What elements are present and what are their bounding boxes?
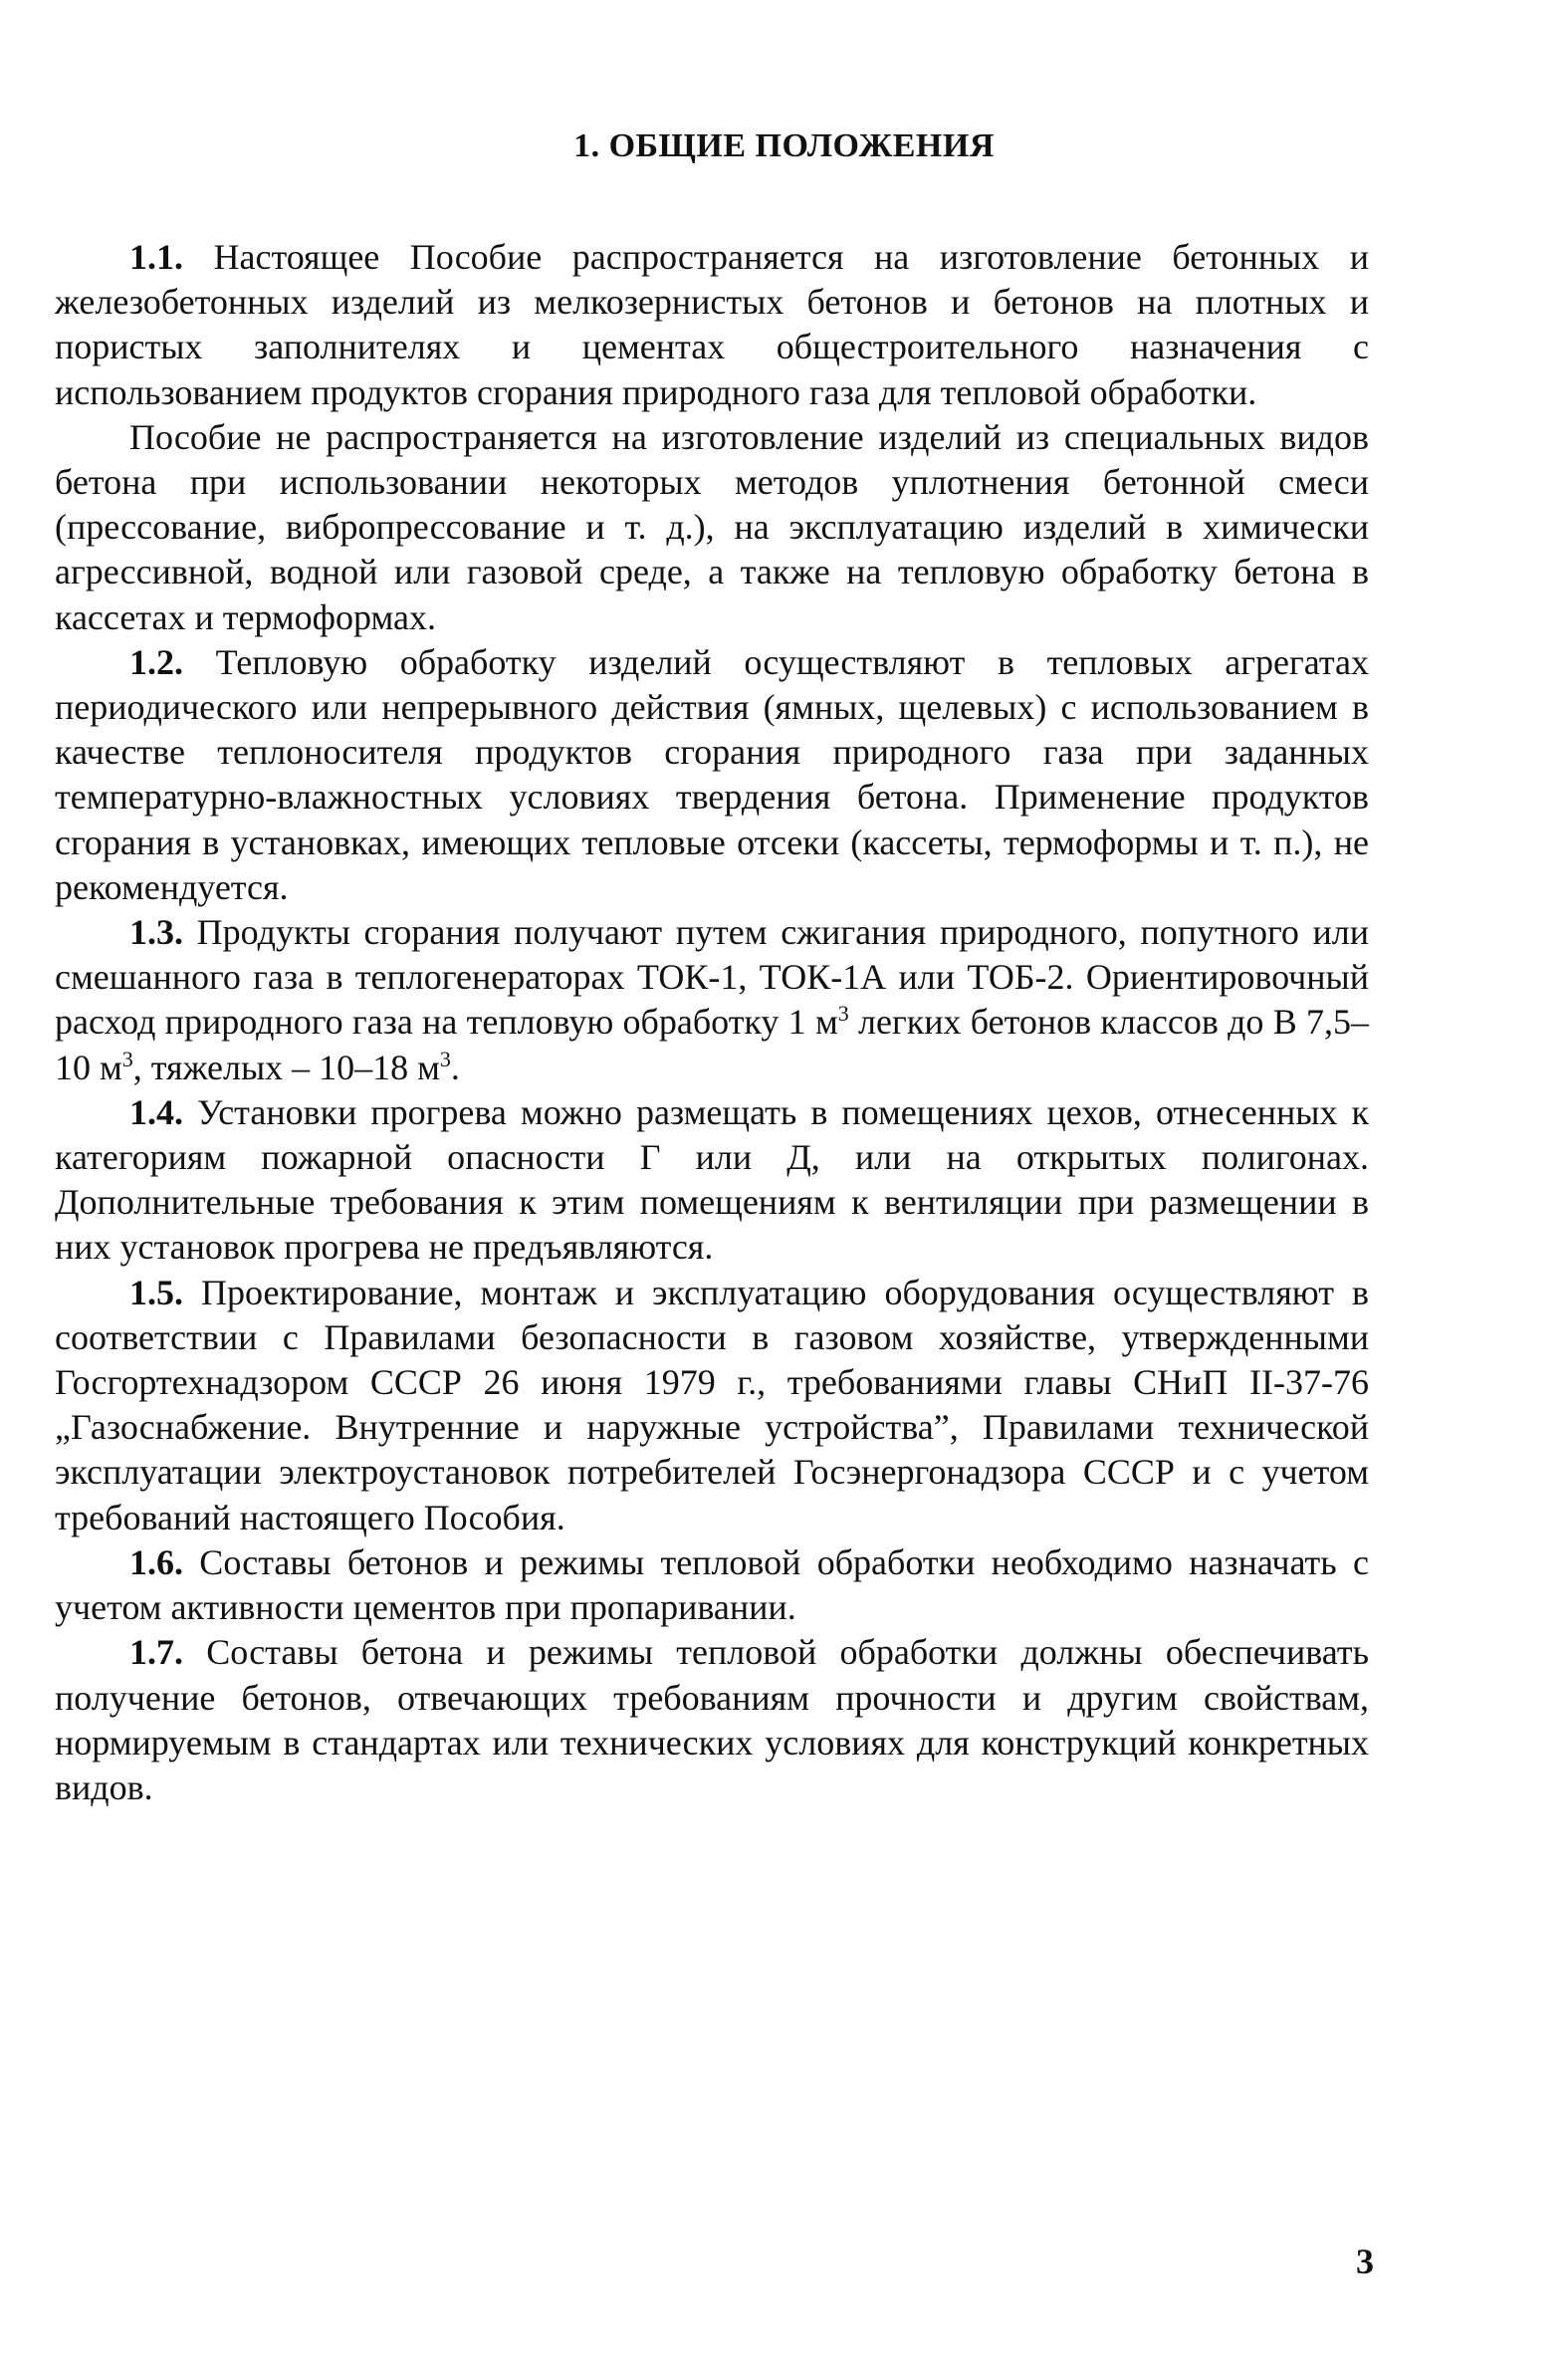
paragraph-text: Продукты сгорания получают путем сжигания природного, попутного или смешанного газа в теплогенераторах ТОК-1, ТОК-1А или ТОБ-2. Ориентировочный расход природного газа на тепловую обработку 1 м xyxy=(55,912,1369,1043)
page-number: 3 xyxy=(1356,2241,1374,2281)
paragraph-1-7 xyxy=(55,1630,1369,1810)
paragraph-text: Пособие не распространяется на изготовление изделий из специальных видов бетона при использовании некоторых методов уплотнения бетонной смеси (прессование, вибропрессование и т. д.), на эксплуатацию изделий в химически агрессивной, водной или газовой среде, а также на тепловую обработку бетона в кассетах и термоформах. xyxy=(55,416,1369,637)
paragraph-1-3 xyxy=(55,910,1369,1090)
clause-number: 1.5. xyxy=(129,1272,183,1312)
paragraph-text: Проектирование, монтаж и эксплуатацию оборудования осуществляют в соответствии с Правилами безопасности в газовом хозяйстве, утвержденными Госгортехнадзором СССР 26 июня 1979 г., требованиями главы СНиП II-37-76 „Газоснабжение. Внутренние и наружные устройства”, Правилами технической эксплуатации электроустановок потребителей Госэнергонадзора СССР и с учетом требований настоящего Пособия. xyxy=(55,1272,1369,1537)
paragraph-text: Настоящее Пособие распространяется на изготовление бетонных и железобетонных изделий из мелкозернистых бетонов и бетонов на плотных и пористых заполнителях и цементах общестроительного назначения с использованием продуктов сгорания природного газа для тепловой обработки. xyxy=(55,237,1369,412)
paragraph-text: Составы бетона и режимы тепловой обработки должны обеспечивать получение бетонов, отвечающих требованиям прочности и другим свойствам, нормируемым в стандартах или технических условиях для конструкций конкретных видов. xyxy=(55,1632,1369,1807)
paragraph-1-1 xyxy=(55,235,1369,415)
clause-number: 1.4. xyxy=(129,1091,183,1132)
section-body xyxy=(55,235,1369,1810)
clause-number: 1.6. xyxy=(129,1541,183,1582)
clause-number: 1.7. xyxy=(129,1632,183,1673)
superscript: 3 xyxy=(121,1046,133,1071)
paragraph-1-4 xyxy=(55,1090,1369,1271)
superscript: 3 xyxy=(837,1001,849,1027)
paragraph-1-5 xyxy=(55,1271,1369,1540)
paragraph-1-6 xyxy=(55,1540,1369,1630)
paragraph-text: легких бетонов классов до В 7,5–10 м xyxy=(55,1002,1369,1087)
paragraph-text: Составы бетонов и режимы тепловой обработки необходимо назначать с учетом активности цементов при пропаривании. xyxy=(55,1541,1369,1628)
paragraph-1-2 xyxy=(55,640,1369,910)
clause-number: 1.3. xyxy=(129,912,183,953)
section-heading: 1. ОБЩИЕ ПОЛОЖЕНИЯ xyxy=(573,127,995,164)
superscript: 3 xyxy=(439,1046,451,1071)
clause-number: 1.1. xyxy=(129,237,183,277)
paragraph-text: Тепловую обработку изделий осуществляют в тепловых агрегатах периодического или непрерывного действия (ямных, щелевых) с использованием в качестве теплоносителя продуктов сгорания природного газа при заданных температурно-влажностных условиях твердения бетона. Применение продуктов сгорания в установках, имеющих тепловые отсеки (кассеты, термоформы и т. п.), не рекомендуется. xyxy=(55,641,1369,907)
paragraph-text: . xyxy=(450,1047,460,1087)
clause-number: 1.2. xyxy=(129,641,183,682)
paragraph-1-1-continued xyxy=(55,415,1369,640)
paragraph-text: Установки прогрева можно размещать в помещениях цехов, отнесенных к категориям пожарной опасности Г или Д, или на открытых полигонах. Дополнительные требования к этим помещениям к вентиляции при размещении в них установок прогрева не предъявляются. xyxy=(55,1091,1369,1268)
paragraph-text: , тяжелых – 10–18 м xyxy=(132,1047,440,1087)
